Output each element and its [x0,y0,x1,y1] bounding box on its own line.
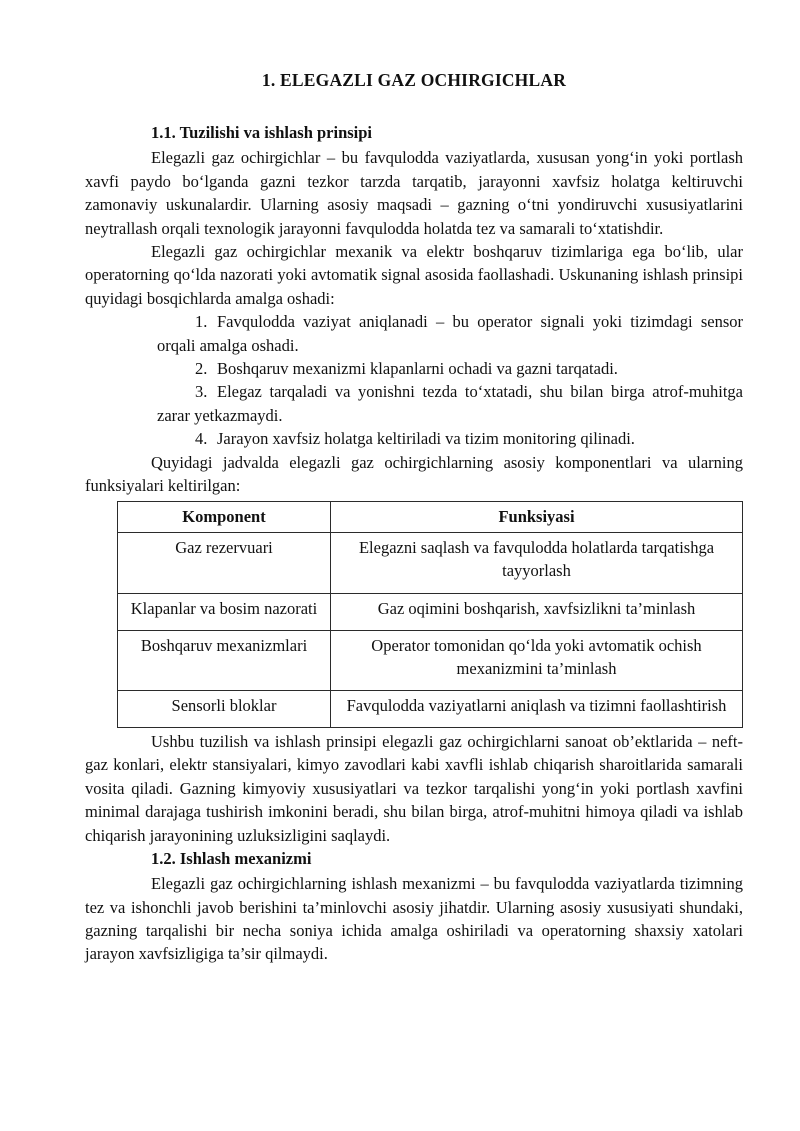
table-header-function: Funksiyasi [331,502,743,533]
section-heading-1-2: 1.2. Ishlash mexanizmi [151,848,312,868]
list-item [85,357,743,380]
list-item-number: 1. [195,312,208,332]
table-row [118,593,743,630]
list-item [85,427,743,450]
table-cell-function: Elegazni saqlash va favqulodda holatlarda tarqatishga tayyorlash [331,533,743,593]
table-cell-component: Boshqaruv mexanizmlari [118,630,331,690]
list-item-number: 3. [195,382,208,402]
list-item-text: Favqulodda vaziyat aniqlanadi – bu operator signali yoki tizimdagi sensor orqali amalga oshadi. [157,312,743,355]
list-item-number: 4. [195,429,208,449]
table-header-component: Komponent [118,502,331,533]
table-cell-function: Favqulodda vaziyatlarni aniqlash va tizimni faollashtirish [331,690,743,727]
table-cell-component: Gaz rezervuari [118,533,331,593]
list-item-text: Boshqaruv mexanizmi klapanlarni ochadi va gazni tarqatadi. [217,358,618,378]
list-item [85,310,743,357]
operating-steps-list [85,310,743,450]
table-row [118,690,743,727]
table-cell-component: Klapanlar va bosim nazorati [118,593,331,630]
paragraph-industrial-application: Ushbu tuzilish va ishlash prinsipi elegazli gaz ochirgichlarni sanoat ob’ektlarida – neft-gaz konlari, elektr stansiyalari, kimyo zavodlari kabi xavfli ishlab chiqarish sharoitlarida samarali vosita qiladi. Gazning kimyoviy xususiyatlari va tezkor tarqalishi yong‘in yoki portlash xavfini minimal darajaga tushirish imkonini beradi, shu bilan birga, atrof-muhitni himoya qiladi va ishlab chiqarish jarayonining uzluksizligini saqlaydi. [85,731,743,845]
paragraph-table-intro: Quyidagi jadvalda elegazli gaz ochirgichlarning asosiy komponentlari va ularning funksiyalari keltirilgan: [85,452,743,495]
table-cell-component: Sensorli bloklar [118,690,331,727]
document-title: 1. ELEGAZLI GAZ OCHIRGICHLAR [261,70,567,90]
list-item-text: Jarayon xavfsiz holatga keltiriladi va tizim monitoring qilinadi. [217,429,635,449]
components-table [117,501,743,728]
paragraph-1-1-control-systems: Elegazli gaz ochirgichlar mexanik va elektr boshqaruv tizimlariga ega bo‘lib, ular operatorning qo‘lda nazorati yoki avtomatik signal asosida faollashadi. Uskunaning ishlash prinsipi quyidagi bosqichlarda amalga oshadi: [85,241,743,308]
section-heading-1-1: 1.1. Tuzilishi va ishlash prinsipi [151,123,373,142]
table-cell-function: Gaz oqimini boshqarish, xavfsizlikni ta’minlash [331,593,743,630]
table-header-row [118,502,743,533]
table-row [118,533,743,593]
paragraph-1-1-intro: Elegazli gaz ochirgichlar – bu favqulodda vaziyatlarda, xususan yong‘in yoki portlash xavfi paydo bo‘lganda gazni tezkor tarzda tarqatib, jarayonni xavfsiz holatga keltiruvchi zamonaviy uskunalardir. Ularning asosiy maqsadi – gazning o‘tni yondiruvchi xususiyatlarini neytrallash orqali texnologik jarayonni favqulodda holatda tez va samarali to‘xtatishdir. [85,148,743,238]
table-cell-function: Operator tomonidan qo‘lda yoki avtomatik ochish mexanizmini ta’minlash [331,630,743,690]
table-row [118,630,743,690]
list-item [85,380,743,427]
paragraph-1-2-mechanism: Elegazli gaz ochirgichlarning ishlash mexanizmi – bu favqulodda vaziyatlarda tizimning tez va ishonchli javob berishini ta’minlovchi asosiy jihatdir. Ularning asosiy xususiyati shundaki, gazning tarqalishi bir necha soniya ichida amalga oshiriladi va operatorning shaxsiy xatolari jarayon xavfsizligiga ta’sir qilmaydi. [85,874,743,964]
list-item-number: 2. [195,358,208,378]
list-item-text: Elegaz tarqaladi va yonishni tezda to‘xtatadi, shu bilan birga atrof-muhitga zarar yetkazmaydi. [157,382,743,425]
